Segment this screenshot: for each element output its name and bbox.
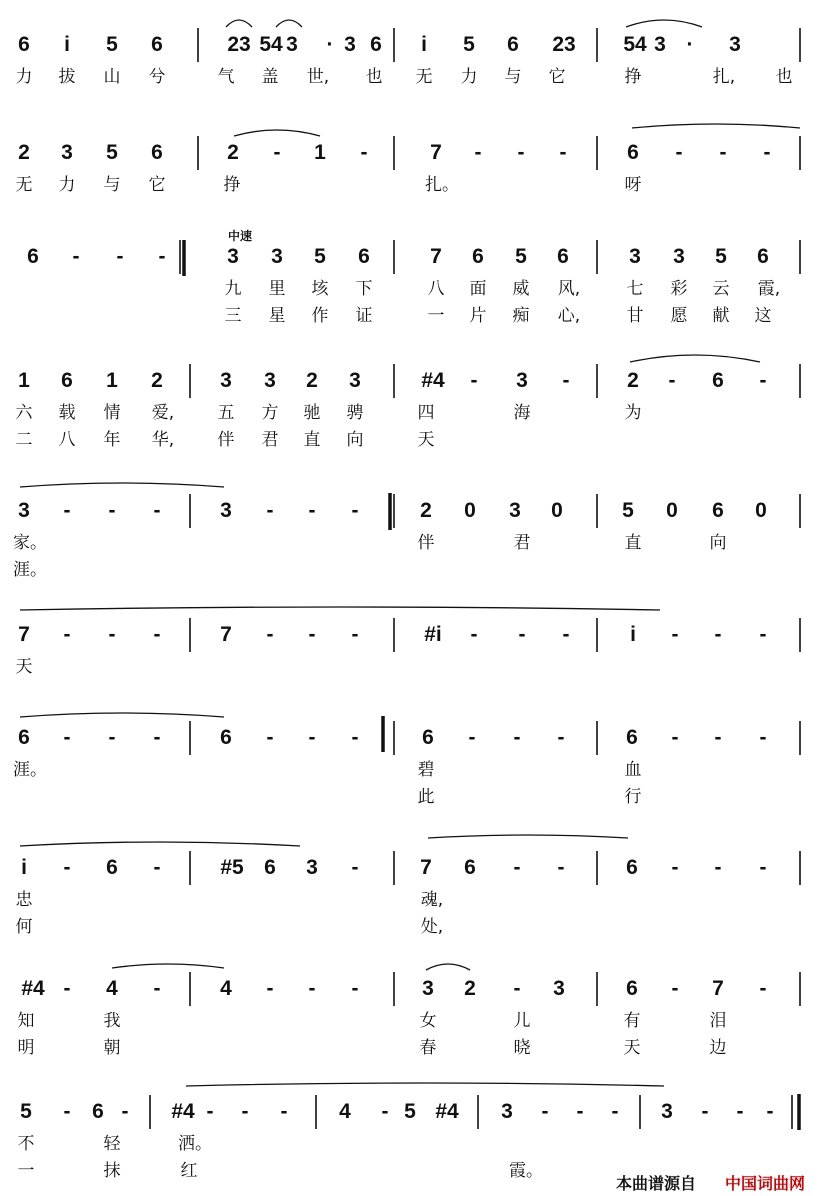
note: - <box>714 726 722 749</box>
lyric-verse2: 明 <box>17 1038 35 1058</box>
slur <box>626 20 702 27</box>
note: 6 <box>712 499 724 522</box>
lyric-verse2: 愿 <box>670 306 688 326</box>
note: - <box>671 977 679 1000</box>
note: 6 <box>92 1100 104 1123</box>
note: - <box>72 245 80 268</box>
note: 6 <box>464 856 476 879</box>
note: - <box>308 977 316 1000</box>
note: - <box>153 726 161 749</box>
note: 6 <box>61 369 73 392</box>
lyric: 它 <box>548 67 566 87</box>
note: - <box>63 499 71 522</box>
note: - <box>557 726 565 749</box>
note: - <box>576 1100 584 1123</box>
note: i <box>21 856 27 879</box>
note: 6 <box>106 856 118 879</box>
lyric: 霞, <box>757 279 781 299</box>
note: 1 <box>18 369 30 392</box>
note: - <box>513 726 521 749</box>
note: - <box>108 726 116 749</box>
lyric: 忠 <box>15 890 33 910</box>
lyric: 为 <box>624 403 642 423</box>
note: 6 <box>422 726 434 749</box>
note: - <box>308 726 316 749</box>
site-name: 中国词曲网 <box>725 1174 806 1193</box>
note: 6 <box>472 245 484 268</box>
note: #4 <box>171 1100 195 1123</box>
note: 3 <box>729 33 741 56</box>
note: - <box>611 1100 619 1123</box>
note: 3 <box>271 245 283 268</box>
note: #4 <box>21 977 45 1000</box>
lyric-verse2: 此 <box>417 787 435 807</box>
lyric-verse2: 伴 <box>217 430 235 450</box>
note: - <box>759 977 767 1000</box>
lyric-verse2: 朝 <box>103 1038 121 1058</box>
note: 3 <box>673 245 685 268</box>
lyric: 气 <box>217 67 235 87</box>
note: - <box>562 623 570 646</box>
note: 6 <box>507 33 519 56</box>
lyric-verse2: 星 <box>268 306 286 326</box>
note: - <box>714 623 722 646</box>
note: 2 <box>420 499 432 522</box>
note: - <box>381 1100 389 1123</box>
note: - <box>158 245 166 268</box>
lyric: 扎。 <box>425 175 459 195</box>
lyric: 风, <box>557 279 581 299</box>
lyric: 挣 <box>223 175 241 195</box>
note: 2 <box>627 369 639 392</box>
lyric: 里 <box>268 279 286 299</box>
note: - <box>266 499 274 522</box>
lyric: 向 <box>709 533 727 553</box>
lyric-verse2: 华, <box>151 430 175 450</box>
note: - <box>671 726 679 749</box>
note: i <box>630 623 636 646</box>
lyric: 情 <box>103 403 121 423</box>
note: - <box>518 623 526 646</box>
note: - <box>153 977 161 1000</box>
note: 0 <box>464 499 476 522</box>
note: - <box>517 141 525 164</box>
lyric: 骋 <box>346 403 364 423</box>
note: 3 <box>306 856 318 879</box>
lyric-verse2: 一 <box>17 1161 35 1181</box>
lyric: 七 <box>626 279 644 299</box>
note: 6 <box>712 369 724 392</box>
lyric: 力 <box>15 67 33 87</box>
slur <box>20 842 300 846</box>
note: 6 <box>358 245 370 268</box>
lyric: 魂, <box>420 890 444 910</box>
note: - <box>351 726 359 749</box>
note: 3 <box>553 977 565 1000</box>
note: - <box>266 726 274 749</box>
note: 3 <box>286 33 298 56</box>
lyric: 直 <box>624 533 642 553</box>
lyric: 方 <box>261 403 279 423</box>
note: - <box>153 623 161 646</box>
note: 5 <box>622 499 634 522</box>
lyric-verse2: 红 <box>180 1161 198 1181</box>
lyric: 兮 <box>148 67 166 87</box>
note: 6 <box>370 33 382 56</box>
note: - <box>63 726 71 749</box>
note: 5 <box>106 141 118 164</box>
lyric: 六 <box>15 403 33 423</box>
note: 54 <box>623 33 647 56</box>
lyric-verse2: 献 <box>712 306 730 326</box>
lyric-verse2: 这 <box>754 306 772 326</box>
note: i <box>421 33 427 56</box>
note: - <box>308 623 316 646</box>
note: · <box>326 33 334 56</box>
note: 7 <box>430 245 442 268</box>
lyric-verse2: 证 <box>355 306 373 326</box>
note: - <box>206 1100 214 1123</box>
note: 23 <box>552 33 576 56</box>
lyric-verse2: 何 <box>15 917 33 937</box>
note: - <box>759 369 767 392</box>
note: 3 <box>422 977 434 1000</box>
lyric-verse2: 一 <box>427 306 445 326</box>
note: 2 <box>151 369 163 392</box>
note: 3 <box>654 33 666 56</box>
lyric: 知 <box>17 1011 35 1031</box>
lyric: 四 <box>417 403 435 423</box>
slur <box>186 1083 664 1086</box>
lyric-verse2: 年 <box>103 430 121 450</box>
lyric: 天 <box>15 657 33 677</box>
note: 3 <box>18 499 30 522</box>
note: 4 <box>220 977 232 1000</box>
note: - <box>266 977 274 1000</box>
note: 2 <box>227 141 239 164</box>
slur <box>276 20 302 27</box>
note: - <box>308 499 316 522</box>
note: 0 <box>666 499 678 522</box>
note: 0 <box>755 499 767 522</box>
lyric: 呀 <box>624 175 642 195</box>
note: - <box>153 856 161 879</box>
note: 3 <box>501 1100 513 1123</box>
lyric-verse2: 八 <box>58 430 76 450</box>
note: #5 <box>220 856 244 879</box>
slur <box>630 355 760 362</box>
lyric: 不 <box>17 1134 35 1154</box>
lyric-verse2: 抹 <box>103 1161 121 1181</box>
lyric-verse2: 心, <box>557 306 581 326</box>
lyric: 挣 <box>624 67 642 87</box>
lyric: 也 <box>365 67 383 87</box>
lyric: 轻 <box>103 1134 121 1154</box>
slur <box>20 713 224 717</box>
note: - <box>714 856 722 879</box>
note: 5 <box>106 33 118 56</box>
note: 7 <box>220 623 232 646</box>
note: - <box>671 856 679 879</box>
lyric: 爱, <box>151 403 175 423</box>
note: - <box>759 726 767 749</box>
slur <box>428 835 628 838</box>
note: - <box>474 141 482 164</box>
note: - <box>273 141 281 164</box>
note: 2 <box>306 369 318 392</box>
note: 7 <box>712 977 724 1000</box>
note: 3 <box>516 369 528 392</box>
note: 2 <box>464 977 476 1000</box>
lyric: 我 <box>103 1011 121 1031</box>
lyric: 九 <box>224 279 242 299</box>
note: - <box>766 1100 774 1123</box>
slur <box>632 124 800 128</box>
note: - <box>468 726 476 749</box>
note: 3 <box>220 499 232 522</box>
slur <box>226 20 252 27</box>
note: - <box>719 141 727 164</box>
lyric: 世, <box>306 67 330 87</box>
note: 3 <box>661 1100 673 1123</box>
lyric: 八 <box>427 279 445 299</box>
note: - <box>668 369 676 392</box>
note: 6 <box>626 856 638 879</box>
note: 3 <box>264 369 276 392</box>
note: i <box>64 33 70 56</box>
lyric-verse2: 涯。 <box>13 560 47 580</box>
note: 6 <box>151 33 163 56</box>
lyric: 无 <box>415 67 433 87</box>
note: 6 <box>557 245 569 268</box>
note: - <box>763 141 771 164</box>
lyric: 垓 <box>311 279 329 299</box>
note: #4 <box>435 1100 459 1123</box>
note: 3 <box>344 33 356 56</box>
note: - <box>153 499 161 522</box>
note: - <box>241 1100 249 1123</box>
note: - <box>63 977 71 1000</box>
lyric-verse2: 三 <box>224 306 242 326</box>
lyric: 君 <box>513 533 531 553</box>
note: 6 <box>18 726 30 749</box>
lyric: 扎, <box>712 67 736 87</box>
note: · <box>686 33 694 56</box>
lyric: 彩 <box>670 279 688 299</box>
note: - <box>671 623 679 646</box>
note: - <box>360 141 368 164</box>
lyric-verse2: 春 <box>419 1038 437 1058</box>
note: - <box>736 1100 744 1123</box>
note: - <box>759 623 767 646</box>
lyric: 云 <box>712 279 730 299</box>
note: - <box>108 623 116 646</box>
note: 1 <box>106 369 118 392</box>
note: 0 <box>551 499 563 522</box>
note: - <box>557 856 565 879</box>
note: 5 <box>404 1100 416 1123</box>
lyric: 与 <box>504 67 522 87</box>
note: - <box>116 245 124 268</box>
note: 3 <box>349 369 361 392</box>
lyric: 拔 <box>58 67 76 87</box>
lyric-verse2: 行 <box>624 787 642 807</box>
note: 4 <box>339 1100 351 1123</box>
lyric: 威 <box>512 279 530 299</box>
note: 3 <box>220 369 232 392</box>
slur <box>20 607 660 610</box>
note: - <box>121 1100 129 1123</box>
note: 5 <box>20 1100 32 1123</box>
lyric-verse2: 片 <box>469 306 487 326</box>
lyric: 血 <box>624 760 642 780</box>
lyric: 家。 <box>13 533 47 553</box>
lyric-verse2: 天 <box>623 1038 641 1058</box>
lyric-verse2: 甘 <box>626 306 644 326</box>
lyric-verse2: 作 <box>311 306 329 326</box>
note: - <box>701 1100 709 1123</box>
note: 1 <box>314 141 326 164</box>
note: - <box>351 977 359 1000</box>
lyric-verse2: 晓 <box>513 1038 531 1058</box>
lyric-verse2: 二 <box>15 430 33 450</box>
note: - <box>559 141 567 164</box>
note: 7 <box>430 141 442 164</box>
lyric-verse2: 向 <box>346 430 364 450</box>
slur <box>112 964 224 968</box>
note: #4 <box>421 369 445 392</box>
note: 5 <box>314 245 326 268</box>
note: - <box>562 369 570 392</box>
note: - <box>266 623 274 646</box>
note: - <box>280 1100 288 1123</box>
slur <box>20 483 224 487</box>
lyric-verse2: 边 <box>709 1038 727 1058</box>
lyric: 海 <box>513 403 531 423</box>
note: 6 <box>627 141 639 164</box>
lyric: 也 <box>775 67 793 87</box>
lyric: 力 <box>58 175 76 195</box>
note: - <box>63 856 71 879</box>
note: - <box>470 369 478 392</box>
note: 6 <box>626 726 638 749</box>
lyric: 伴 <box>417 533 435 553</box>
note: - <box>513 856 521 879</box>
lyric: 有 <box>623 1011 641 1031</box>
note: - <box>759 856 767 879</box>
lyric: 五 <box>217 403 235 423</box>
note: - <box>470 623 478 646</box>
lyric: 涯。 <box>13 760 47 780</box>
lyric: 盖 <box>261 67 279 87</box>
lyric-verse2: 霞。 <box>509 1161 543 1181</box>
tempo-mark: 中速 <box>228 229 253 243</box>
lyric: 载 <box>58 403 76 423</box>
note: 3 <box>227 245 239 268</box>
lyric: 驰 <box>303 403 321 423</box>
note: 6 <box>264 856 276 879</box>
lyric-verse2: 天 <box>417 430 435 450</box>
note: 5 <box>515 245 527 268</box>
lyric: 泪 <box>709 1011 727 1031</box>
note: - <box>541 1100 549 1123</box>
note: 7 <box>18 623 30 646</box>
slur <box>426 964 470 970</box>
note: - <box>63 1100 71 1123</box>
note: 6 <box>27 245 39 268</box>
lyric-verse2: 处, <box>420 917 444 937</box>
note: - <box>351 856 359 879</box>
lyric-verse2: 直 <box>303 430 321 450</box>
note: 2 <box>18 141 30 164</box>
lyric-verse2: 痴 <box>512 306 530 326</box>
note: 3 <box>629 245 641 268</box>
note: - <box>675 141 683 164</box>
note: - <box>513 977 521 1000</box>
note: 54 <box>259 33 283 56</box>
lyric: 山 <box>103 67 121 87</box>
lyric: 碧 <box>417 760 435 780</box>
note: 6 <box>18 33 30 56</box>
lyric-verse2: 君 <box>261 430 279 450</box>
note: 5 <box>715 245 727 268</box>
lyric: 与 <box>103 175 121 195</box>
slur <box>234 130 320 136</box>
lyric: 它 <box>148 175 166 195</box>
note: 6 <box>220 726 232 749</box>
note: 23 <box>227 33 251 56</box>
note: - <box>63 623 71 646</box>
source-label: 本曲谱源自 <box>616 1174 697 1193</box>
lyric: 女 <box>419 1011 437 1031</box>
note: 4 <box>106 977 118 1000</box>
lyric: 儿 <box>513 1011 531 1031</box>
note: #i <box>424 623 442 646</box>
note: 6 <box>151 141 163 164</box>
note: 5 <box>463 33 475 56</box>
lyric: 下 <box>355 279 373 299</box>
note: 6 <box>757 245 769 268</box>
lyric: 面 <box>469 279 487 299</box>
note: - <box>351 499 359 522</box>
note: 7 <box>420 856 432 879</box>
note: 3 <box>61 141 73 164</box>
lyric: 洒。 <box>178 1134 212 1154</box>
lyric: 无 <box>15 175 33 195</box>
note: - <box>351 623 359 646</box>
note: 6 <box>626 977 638 1000</box>
note: 3 <box>509 499 521 522</box>
note: - <box>108 499 116 522</box>
lyric: 力 <box>460 67 478 87</box>
